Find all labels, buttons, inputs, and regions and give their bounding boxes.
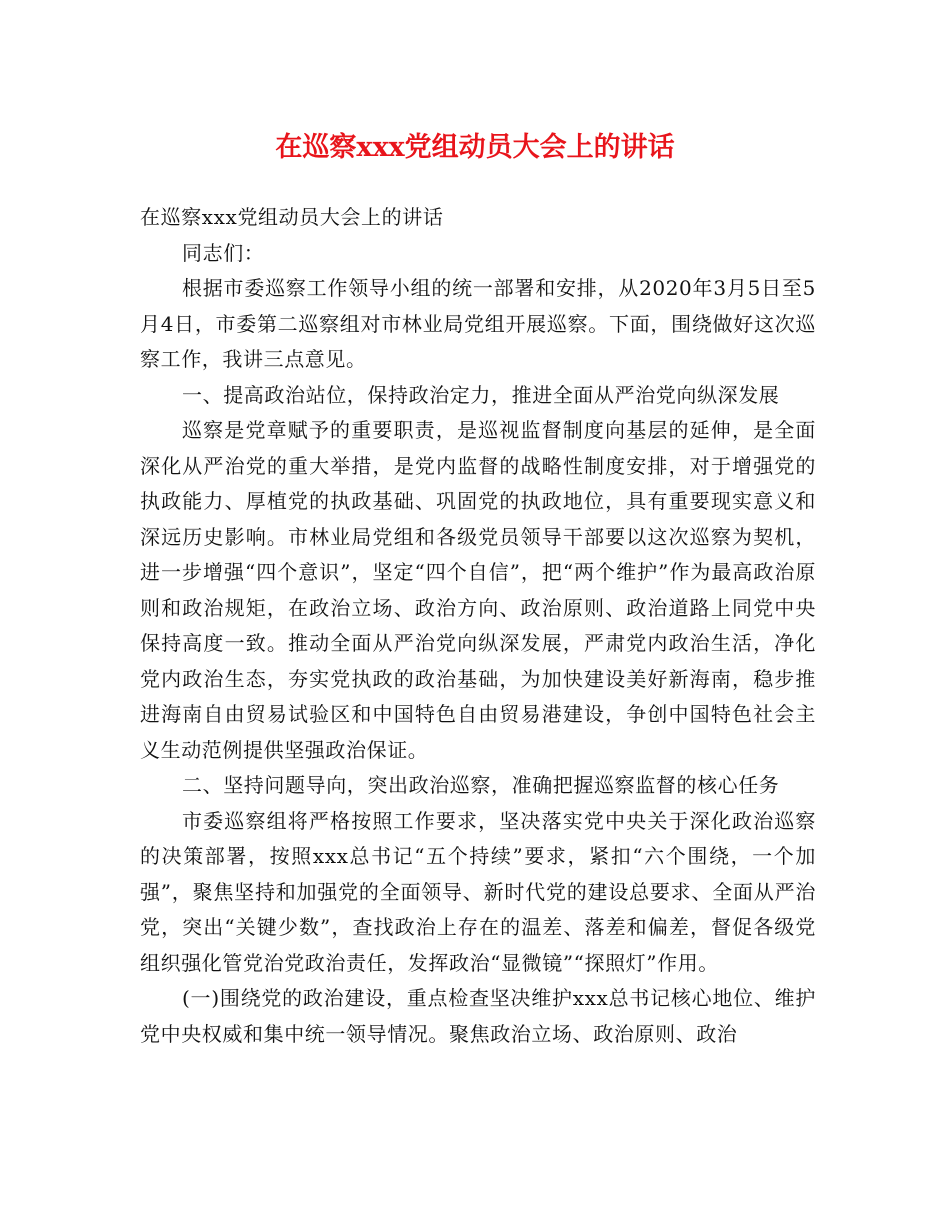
section-heading-1: 一、提高政治站位，保持政治定力，推进全面从严治党向纵深发展 (182, 382, 780, 407)
paragraph-section-2: 市委巡察组将严格按照工作要求，坚决落实党中央关于深化政治巡察的决策部署，按照xxx总书记“五个持续”要求，紧扣“六个围绕，一个加强”，聚焦坚持和加强党的全面领导、新时代党的建设总要求、全面从严治党，突出“关键少数”，查找政治上存在的温差、落差和偏差，督促各级党组织强化管党治党政治责任，发挥政治“显微镜”“探照灯”作用。 (140, 808, 816, 975)
document-body (140, 200, 816, 1052)
section-heading-2: 二、坚持问题导向，突出政治巡察，准确把握巡察监督的核心任务 (182, 773, 780, 797)
paragraph-intro: 根据市委巡察工作领导小组的统一部署和安排，从2020年3月5日至5月4日，市委第二巡察组对市林业局党组开展巡察。下面，围绕做好这次巡察工作，我讲三点意见。 (140, 276, 816, 371)
paragraph-subsection-1: (一)围绕党的政治建设，重点检查坚决维护xxx总书记核心地位、维护党中央权威和集中统一领导情况。聚焦政治立场、政治原则、政治 (140, 986, 816, 1046)
document-title: 在巡察xxx党组动员大会上的讲话 (275, 132, 675, 163)
document-subtitle: 在巡察xxx党组动员大会上的讲话 (140, 205, 444, 229)
salutation: 同志们： (182, 240, 265, 265)
paragraph-section-1: 巡察是党章赋予的重要职责，是巡视监督制度向基层的延伸，是全面深化从严治党的重大举措，是党内监督的战略性制度安排，对于增强党的执政能力、厚植党的执政基础、巩固党的执政地位，具有重要现实意义和深远历史影响。市林业局党组和各级党员领导干部要以这次巡察为契机，进一步增强“四个意识”，坚定“四个自信”，把“两个维护”作为最高政治原则和政治规矩，在政治立场、政治方向、政治原则、政治道路上同党中央保持高度一致。推动全面从严治党向纵深发展，严肃党内政治生活，净化党内政治生态，夯实党执政的政治基础，为加快建设美好新海南，稳步推进海南自由贸易试验区和中国特色自由贸易港建设，争创中国特色社会主义生动范例提供坚强政治保证。 (140, 418, 816, 762)
